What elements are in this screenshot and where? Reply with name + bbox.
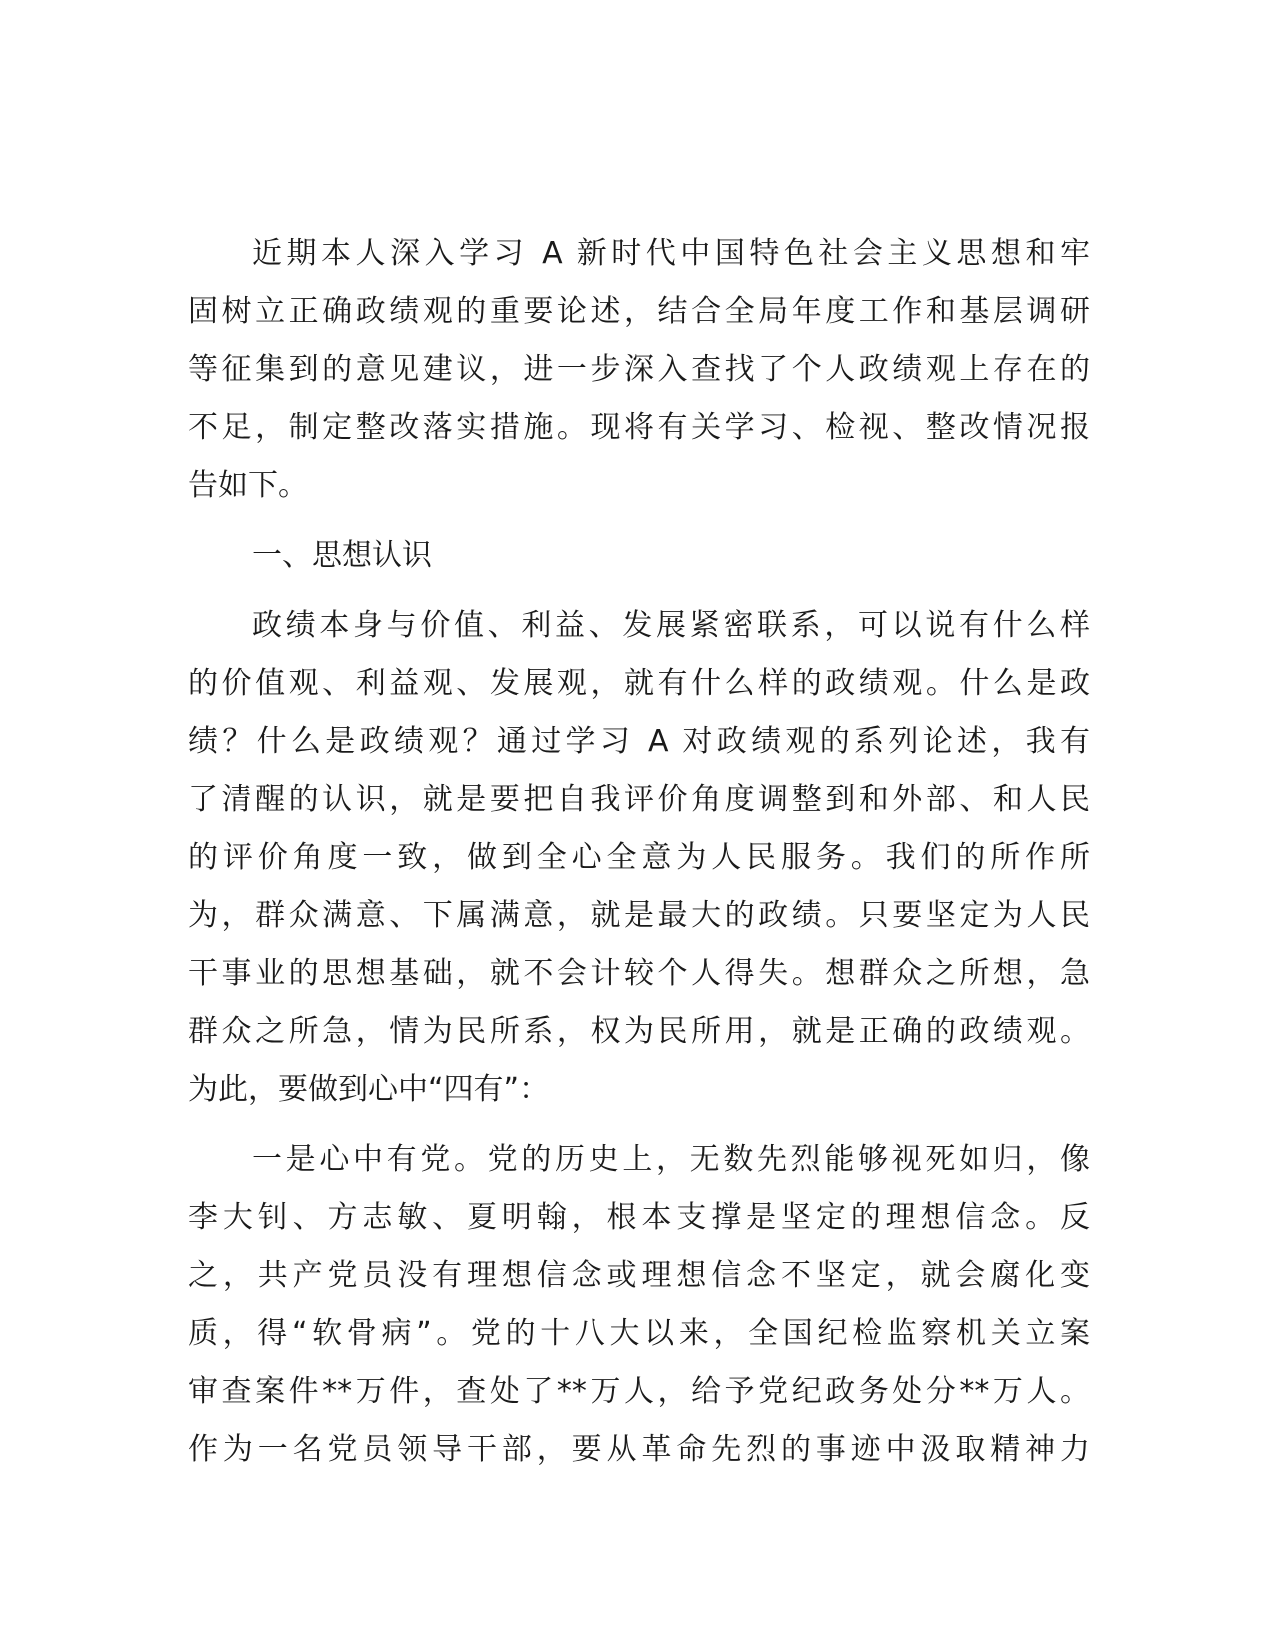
text-line: 审查案件**万件，查处了**万人，给予党纪政务处分**万人。 — [188, 1374, 1090, 1409]
text-line: 了清醒的认识，就是要把自我评价角度调整到和外部、和人民 — [188, 782, 1090, 817]
text-line: 告如下。 — [188, 468, 308, 503]
text-line: 近期本人深入学习 A 新时代中国特色社会主义思想和牢 — [252, 236, 1090, 271]
document-body — [188, 225, 1090, 1479]
text-line: 作为一名党员领导干部，要从革命先烈的事迹中汲取精神力 — [188, 1432, 1090, 1467]
paragraph-party — [188, 1131, 1090, 1479]
heading-text: 一、思想认识 — [252, 538, 432, 573]
text-line: 为此，要做到心中“四有”： — [188, 1072, 550, 1107]
text-line: 绩？什么是政绩观？通过学习 A 对政绩观的系列论述，我有 — [188, 724, 1090, 759]
text-line: 之，共产党员没有理想信念或理想信念不坚定，就会腐化变 — [188, 1258, 1090, 1293]
text-line: 为，群众满意、下属满意，就是最大的政绩。只要坚定为人民 — [188, 898, 1090, 933]
text-line: 一是心中有党。党的历史上，无数先烈能够视死如归，像 — [252, 1142, 1090, 1177]
text-line: 干事业的思想基础，就不会计较个人得失。想群众之所想，急 — [188, 956, 1090, 991]
text-line: 李大钊、方志敏、夏明翰，根本支撑是坚定的理想信念。反 — [188, 1200, 1090, 1235]
text-line: 政绩本身与价值、利益、发展紧密联系，可以说有什么样 — [252, 608, 1090, 643]
text-line: 不足，制定整改落实措施。现将有关学习、检视、整改情况报 — [188, 410, 1090, 445]
text-line: 的价值观、利益观、发展观，就有什么样的政绩观。什么是政 — [188, 666, 1090, 701]
text-line: 质，得“软骨病”。党的十八大以来，全国纪检监察机关立案 — [188, 1316, 1090, 1351]
paragraph-thinking — [188, 597, 1090, 1119]
text-line: 的评价角度一致，做到全心全意为人民服务。我们的所作所 — [188, 840, 1090, 875]
text-line: 固树立正确政绩观的重要论述，结合全局年度工作和基层调研 — [188, 294, 1090, 329]
paragraph-intro — [188, 225, 1090, 515]
text-line: 等征集到的意见建议，进一步深入查找了个人政绩观上存在的 — [188, 352, 1090, 387]
text-line: 群众之所急，情为民所系，权为民所用，就是正确的政绩观。 — [188, 1014, 1090, 1049]
section-heading — [188, 527, 1090, 585]
